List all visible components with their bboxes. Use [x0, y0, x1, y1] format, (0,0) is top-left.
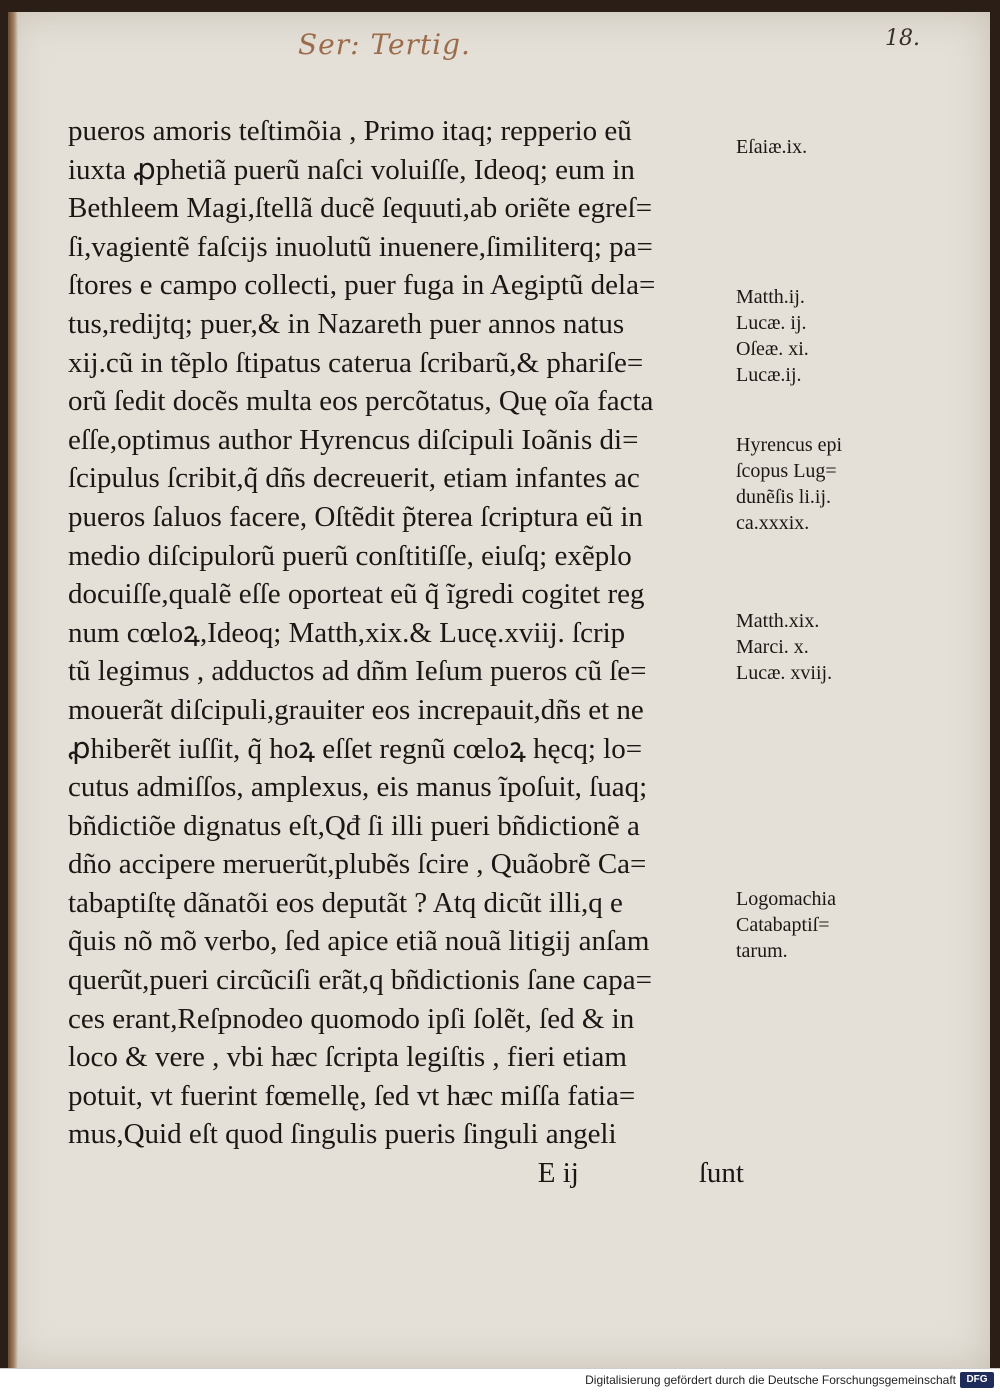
marginal-note-matth-marci — [736, 608, 832, 686]
text-line: ces erant,Reſpnodeo quomodo ipſi ſolẽt, ſed & in — [68, 1002, 635, 1035]
marginal-note-logomachia — [736, 886, 836, 964]
catchword: ſunt — [698, 1157, 744, 1190]
text-line: xij.cũ in tẽplo ſtipatus caterua ſcribarũ,& phariſe= — [68, 346, 644, 379]
margin-line: Catabaptiſ= — [736, 914, 830, 936]
text-line: dño accipere meruerũt,plubẽs ſcire , Quãobrẽ Ca= — [68, 848, 647, 881]
page-number: 18. — [885, 26, 920, 51]
text-line: num cœloꝝ,Ideoq; Matth,xix.& Lucę.xviij. ſcrip — [68, 616, 626, 649]
margin-line: Oſeæ. xi. — [736, 338, 809, 360]
margin-line: Marci. x. — [736, 636, 809, 658]
text-line: mouerãt diſcipuli,grauiter eos increpauit,dñs et ne — [68, 693, 644, 726]
margin-line: Matth.ij. — [736, 286, 805, 308]
text-line: ſtores e campo collecti, puer fuga in Aegiptũ dela= — [68, 269, 656, 302]
catchword-line — [68, 1154, 748, 1193]
main-text-block — [68, 112, 748, 1193]
margin-line: Matth.xix. — [736, 610, 820, 632]
text-line: pueros ſaluos facere, Oſtẽdit p̃terea ſcriptura eũ in — [68, 500, 643, 533]
margin-line: Hyrencus epi — [736, 434, 843, 456]
text-line: tabaptiſtę dãnatõi eos deputãt ? Atq dicũt illi,q e — [68, 886, 623, 919]
text-line: tus,redijtq; puer,& in Nazareth puer annos natus — [68, 307, 625, 340]
margin-line: dunẽſis li.ij. — [736, 486, 831, 508]
book-page — [8, 12, 990, 1368]
margin-line: Lucæ. ij. — [736, 312, 807, 334]
text-line: querũt,pueri circũciſi erãt,q bñdictionis ſane capa= — [68, 964, 653, 997]
text-line: pueros amoris teſtimõia , Primo itaq; repperio eũ — [68, 115, 632, 147]
text-line: bñdictiõe dignatus eſt,Qđ ſi illi pueri bñdictionẽ a — [68, 809, 640, 842]
margin-line: ca.xxxix. — [736, 512, 810, 534]
footer-bar — [0, 1368, 1000, 1393]
text-line: tũ legimus , adductos ad dñm Ieſum pueros cũ ſe= — [68, 655, 647, 688]
binding-edge — [8, 12, 18, 1368]
dfg-logo: DFG — [960, 1372, 994, 1388]
text-line: cutus admiſſos, amplexus, eis manus ĩpoſuit, ſuaq; — [68, 771, 648, 804]
marginal-note-hyrencus — [736, 432, 842, 536]
text-line: Bethleem Magi,ſtellã ducẽ ſequuti,ab oriẽte egreſ= — [68, 192, 653, 225]
text-line: docuiſſe,qualẽ eſſe oporteat eũ q̃ ĩgredi cogitet reg — [68, 578, 645, 611]
margin-line: ſcopus Lug= — [736, 460, 837, 482]
marginal-note-matth-lucae — [736, 284, 809, 388]
margin-line: Eſaiæ.ix. — [736, 136, 808, 158]
margin-line: Lucæ.ij. — [736, 364, 802, 386]
handwritten-annotation: Ser: Tertig. — [298, 28, 471, 61]
text-line: orũ ſedit docẽs multa eos percõtatus, Quę oĩa facta — [68, 385, 654, 418]
funding-credit: Digitalisierung gefördert durch die Deutsche Forschungsgemeinschaft — [585, 1373, 956, 1387]
margin-line: Logomachia — [736, 888, 836, 910]
text-line: medio diſcipulorũ puerũ conſtitiſſe, eiuſq; exẽplo — [68, 539, 632, 572]
text-line: q̃uis nõ mõ verbo, ſed apice etiã nouã litigij anſam — [68, 925, 650, 958]
text-line: potuit, vt fuerint fœmellę, ſed vt hæc miſſa fatia= — [68, 1079, 636, 1112]
marginal-note-esaiae — [736, 134, 807, 160]
signature-mark: E ij — [537, 1157, 579, 1190]
text-line: mus,Quid eſt quod ſingulis pueris ſinguli angeli — [68, 1118, 617, 1151]
text-line: ſi,vagientẽ faſcijs inuolutũ inuenere,ſimiliterq; pa= — [68, 230, 653, 263]
text-line: eſſe,optimus author Hyrencus diſcipuli Ioãnis di= — [68, 423, 639, 456]
margin-line: tarum. — [736, 940, 788, 962]
text-line: iuxta ꝓphetiã puerũ naſci voluiſſe, Ideoq; eum in — [68, 153, 635, 186]
text-line: ꝓhiberẽt iuſſit, q̃ hoꝝ eſſet regnũ cœloꝝ hęcq; lo= — [68, 732, 643, 765]
margin-line: Lucæ. xviij. — [736, 662, 833, 684]
text-line: loco & vere , vbi hæc ſcripta legiſtis , fieri etiam — [68, 1041, 627, 1074]
text-line: ſcipulus ſcribit,q̃ dñs decreuerit, etiam infantes ac — [68, 462, 640, 495]
